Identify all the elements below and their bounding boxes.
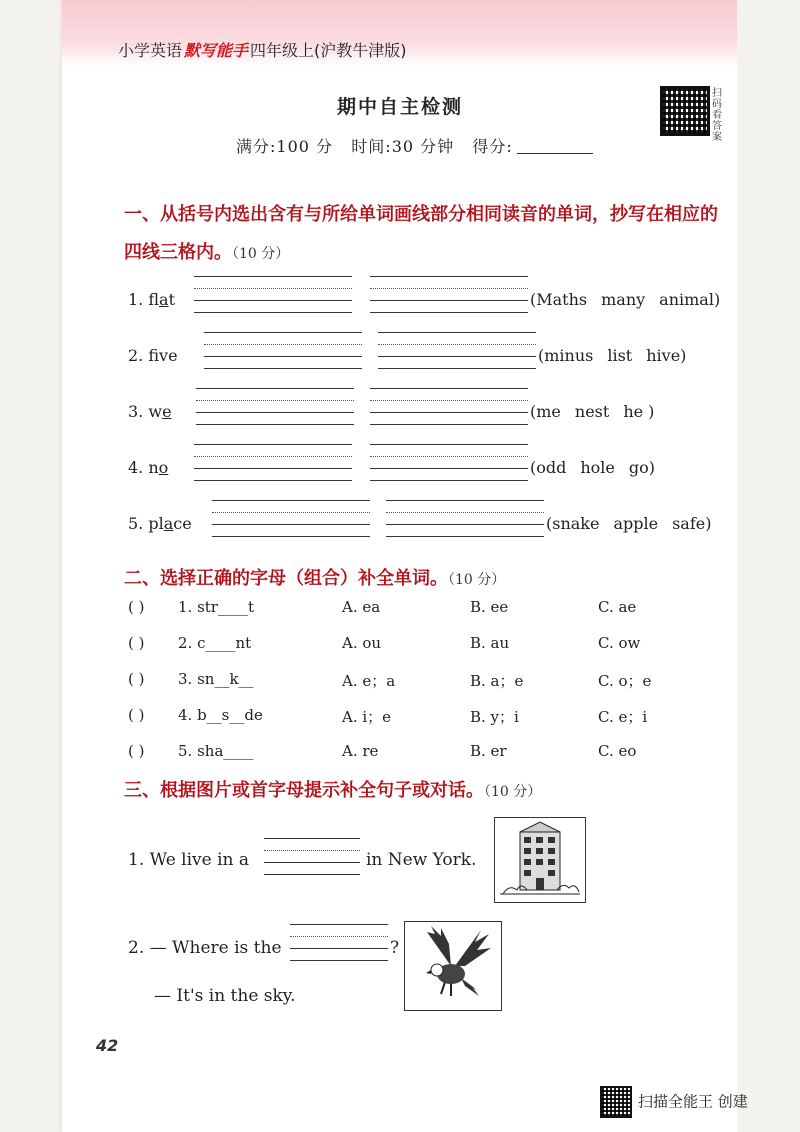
s1-word-pre: w <box>148 402 163 421</box>
header-suffix: 四年级上(沪教牛津版) <box>250 41 407 60</box>
s1-options-4 <box>530 458 669 477</box>
s2-option-c: C. ow <box>598 634 641 652</box>
s1-writing-lines-2-1[interactable] <box>204 332 362 370</box>
s1-option: hive) <box>646 346 687 365</box>
s3-q1-writing-lines[interactable] <box>264 838 360 876</box>
s1-option: safe) <box>672 514 712 533</box>
s1-writing-lines-1-1[interactable] <box>194 276 352 314</box>
s1-item-num: 1. <box>128 290 144 309</box>
section1-title <box>124 196 734 273</box>
s1-word-post: t <box>168 290 176 309</box>
s2-question: 3. sn__k__ <box>178 670 254 688</box>
s3-q2-post: ? <box>390 938 400 958</box>
s2-option-b: B. er <box>470 742 507 760</box>
s2-option-c: C. o；e <box>598 672 652 690</box>
s1-word-pre: fl <box>148 290 160 309</box>
s3-q2: 2. — Where is the <box>128 938 282 958</box>
s1-option: animal) <box>659 290 721 309</box>
s2-question: 1. str____t <box>178 598 255 616</box>
s1-item-2 <box>128 346 178 365</box>
footer-text: 扫描全能王 创建 <box>638 1092 748 1111</box>
s1-option: he ) <box>623 402 655 421</box>
s2-option-c: C. e；i <box>598 708 648 726</box>
s2-question: 5. sha____ <box>178 742 254 760</box>
section3-points: （10 分） <box>484 784 542 800</box>
s1-writing-lines-1-2[interactable] <box>370 276 528 314</box>
s1-word-pre: f <box>148 346 160 365</box>
s1-word-underlined: a <box>163 514 174 533</box>
page-title: 期中自主检测 <box>336 96 463 118</box>
eagle-icon <box>405 922 501 1010</box>
s1-word-post: ce <box>173 514 192 533</box>
section3-title <box>124 772 541 811</box>
s1-word-pre: pl <box>148 514 164 533</box>
s2-option-a: A. ea <box>342 598 381 616</box>
s3-q2-writing-lines[interactable] <box>290 924 388 962</box>
s1-option: (me <box>530 402 561 421</box>
s1-options-3 <box>530 402 668 421</box>
s1-item-1 <box>128 290 175 309</box>
page-number: 42 <box>96 1036 119 1055</box>
scanner-qr-icon <box>600 1086 632 1118</box>
s1-word-underlined: e <box>162 402 172 421</box>
s1-option: (odd <box>530 458 567 477</box>
s1-item-4 <box>128 458 168 477</box>
s3-q1-pre: 1. We live in a <box>128 850 250 870</box>
score-label: 得分: <box>472 137 513 156</box>
s1-option: hole <box>580 458 615 477</box>
score-info <box>236 134 593 157</box>
s1-option: go) <box>628 458 656 477</box>
s1-item-3 <box>128 402 172 421</box>
s2-option-b: B. au <box>470 634 510 652</box>
s1-word-underlined: o <box>158 458 169 477</box>
section2-points: （10 分） <box>448 572 506 588</box>
s1-writing-lines-2-2[interactable] <box>378 332 536 370</box>
s2-option-a: A. re <box>342 742 379 760</box>
building-picture <box>494 817 586 903</box>
section2-title <box>124 560 505 599</box>
s1-options-1 <box>530 290 734 309</box>
section3-title-text: 三、根据图片或首字母提示补全句子或对话。 <box>124 780 484 801</box>
s3-q2-answer: — It's in the sky. <box>154 986 296 1006</box>
header-brand: 默写能手 <box>184 41 249 60</box>
s2-answer-blank[interactable]: ( ) <box>128 598 145 616</box>
s1-writing-lines-4-2[interactable] <box>370 444 528 482</box>
s1-writing-lines-3-1[interactable] <box>196 388 354 426</box>
s2-option-a: A. ou <box>342 634 382 652</box>
s1-option: (snake <box>546 514 600 533</box>
s1-option: nest <box>574 402 610 421</box>
s3-q1-post: in New York. <box>366 850 477 870</box>
qr-side-text: 扫码看答案 <box>712 88 722 143</box>
s2-option-c: C. ae <box>598 598 637 616</box>
section1-title-text: 一、从括号内选出含有与所给单词画线部分相同读音的单词，抄写在相应的四线三格内。 <box>124 204 718 263</box>
s1-writing-lines-5-1[interactable] <box>212 500 370 538</box>
s1-item-num: 2. <box>128 346 144 365</box>
s1-option: (minus <box>538 346 594 365</box>
s1-word-pre: n <box>148 458 159 477</box>
s3-q1 <box>128 850 249 870</box>
s2-option-a: A. i；e <box>342 708 392 726</box>
s1-item-5 <box>128 514 192 533</box>
s2-answer-blank[interactable]: ( ) <box>128 706 145 724</box>
s1-writing-lines-4-1[interactable] <box>194 444 352 482</box>
s2-question: 2. c____nt <box>178 634 252 652</box>
s1-writing-lines-5-2[interactable] <box>386 500 544 538</box>
s1-word-underlined: a <box>159 290 169 309</box>
s1-options-5 <box>546 514 725 533</box>
s2-answer-blank[interactable]: ( ) <box>128 742 145 760</box>
s1-word-post: ve <box>159 346 178 365</box>
s2-option-c: C. eo <box>598 742 637 760</box>
building-icon <box>495 818 585 902</box>
s2-option-a: A. e；a <box>342 672 396 690</box>
s1-option: many <box>601 290 646 309</box>
score-blank[interactable] <box>517 153 593 154</box>
s2-question: 4. b__s__de <box>178 706 263 724</box>
scanner-watermark <box>600 1086 748 1118</box>
s2-answer-blank[interactable]: ( ) <box>128 670 145 688</box>
section1-points: （10 分） <box>232 246 290 262</box>
full-score: 满分:100 分 <box>236 137 334 156</box>
s2-answer-blank[interactable]: ( ) <box>128 634 145 652</box>
s1-options-2 <box>538 346 700 365</box>
eagle-picture <box>404 921 502 1011</box>
s2-option-b: B. ee <box>470 598 509 616</box>
s1-option: apple <box>613 514 659 533</box>
section2-title-text: 二、选择正确的字母（组合）补全单词。 <box>124 568 448 589</box>
header-prefix: 小学英语 <box>118 41 183 60</box>
s1-item-num: 4. <box>128 458 144 477</box>
s1-item-num: 3. <box>128 402 144 421</box>
s1-item-num: 5. <box>128 514 144 533</box>
s1-option: list <box>607 346 633 365</box>
s1-writing-lines-3-2[interactable] <box>370 388 528 426</box>
s1-option: (Maths <box>530 290 588 309</box>
time-limit: 时间:30 分钟 <box>351 137 455 156</box>
s2-option-b: B. y；i <box>470 708 519 726</box>
book-header <box>118 38 407 61</box>
s2-option-b: B. a；e <box>470 672 524 690</box>
